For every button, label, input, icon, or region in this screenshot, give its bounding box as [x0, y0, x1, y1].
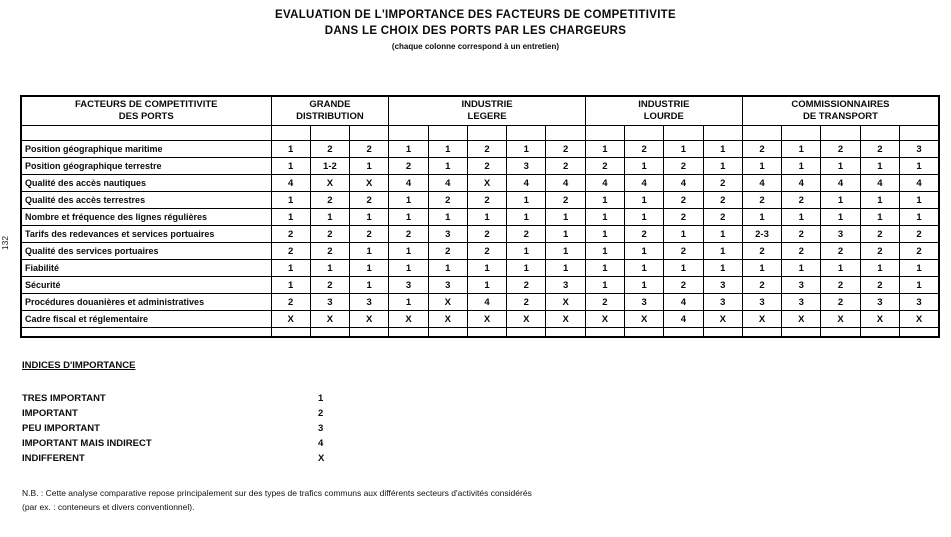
rating-cell: 2	[467, 192, 506, 209]
rating-cell: 1	[703, 260, 742, 277]
factor-label: Qualité des accès terrestres	[21, 192, 271, 209]
rating-cell: 3	[860, 294, 899, 311]
rating-cell: 1	[664, 141, 703, 158]
factor-row	[21, 226, 939, 243]
rating-cell: 2	[350, 141, 389, 158]
rating-cell: X	[585, 311, 624, 328]
rating-cell: 2	[585, 294, 624, 311]
rating-cell: 1	[546, 243, 585, 260]
subheader-cell	[821, 126, 860, 141]
group-header	[271, 96, 389, 126]
rating-cell: 1	[389, 260, 428, 277]
rating-cell: 2	[467, 243, 506, 260]
rating-cell: 3	[703, 294, 742, 311]
rating-cell: 2	[585, 158, 624, 175]
rating-cell: 1	[860, 158, 899, 175]
rating-cell: 1	[350, 158, 389, 175]
rating-cell: X	[350, 311, 389, 328]
legend-title: INDICES D'IMPORTANCE	[22, 360, 136, 371]
rating-cell: 1	[546, 226, 585, 243]
factor-row	[21, 209, 939, 226]
rating-cell: 3	[625, 294, 664, 311]
blank-cell	[742, 328, 781, 338]
rating-cell: 1	[467, 260, 506, 277]
bottom-blank-row	[21, 328, 939, 338]
rating-cell: 1	[546, 209, 585, 226]
rating-cell: 3	[350, 294, 389, 311]
rating-cell: 1	[900, 192, 940, 209]
rating-cell: X	[467, 175, 506, 192]
blank-cell	[821, 328, 860, 338]
legend-item-code: 2	[318, 408, 324, 419]
rating-cell: 2	[350, 192, 389, 209]
rating-cell: 2	[782, 192, 821, 209]
group-header	[389, 96, 585, 126]
rating-cell: 2	[742, 192, 781, 209]
rating-cell: 3	[428, 277, 467, 294]
rating-cell: 1	[310, 209, 349, 226]
rating-cell: X	[428, 294, 467, 311]
legend-items	[22, 391, 342, 466]
rating-cell: 1	[389, 192, 428, 209]
document-title-line1: EVALUATION DE L'IMPORTANCE DES FACTEURS DE COMPETITIVITE	[275, 9, 676, 21]
rating-cell: 2	[860, 243, 899, 260]
rating-cell: 4	[625, 175, 664, 192]
rating-cell: 2	[664, 192, 703, 209]
rating-cell: 4	[428, 175, 467, 192]
rating-cell: 4	[507, 175, 546, 192]
factor-label: Qualité des accès nautiques	[21, 175, 271, 192]
title-block	[0, 8, 951, 51]
rating-cell: 1	[585, 260, 624, 277]
rating-cell: 2	[664, 243, 703, 260]
rating-cell: 1	[625, 277, 664, 294]
rating-cell: 1	[900, 260, 940, 277]
rating-cell: 3	[821, 226, 860, 243]
rating-cell: 4	[467, 294, 506, 311]
rating-cell: 3	[507, 158, 546, 175]
rating-cell: 4	[271, 175, 310, 192]
legend-item-code: 4	[318, 438, 324, 449]
rating-cell: 1	[821, 192, 860, 209]
rating-cell: 1	[585, 141, 624, 158]
rating-cell: 2	[507, 226, 546, 243]
rating-cell: 3	[782, 277, 821, 294]
rating-cell: X	[310, 175, 349, 192]
rating-cell: 1	[625, 260, 664, 277]
rating-cell: 2	[389, 226, 428, 243]
rating-cell: 2	[310, 226, 349, 243]
rating-cell: 1	[350, 243, 389, 260]
rating-cell: 1	[585, 277, 624, 294]
rating-cell: 1	[625, 158, 664, 175]
subheader-cell	[625, 126, 664, 141]
rating-cell: 3	[900, 141, 940, 158]
group-header-line1: INDUSTRIE	[461, 99, 513, 111]
rating-cell: 1	[467, 277, 506, 294]
rating-cell: 3	[546, 277, 585, 294]
rating-cell: 1	[742, 260, 781, 277]
rating-cell: X	[821, 311, 860, 328]
footnote-line2: (par ex. : conteneurs et divers conventionnel).	[22, 501, 195, 512]
rating-cell: X	[467, 311, 506, 328]
rating-cell: 1	[585, 243, 624, 260]
group-header-line2: LEGERE	[467, 111, 507, 122]
rating-cell: X	[782, 311, 821, 328]
rating-cell: 4	[546, 175, 585, 192]
rating-cell: X	[546, 311, 585, 328]
rating-cell: 1	[625, 192, 664, 209]
rating-cell: 2	[467, 158, 506, 175]
rating-cell: X	[350, 175, 389, 192]
subheader-cell	[428, 126, 467, 141]
rating-cell: 1	[703, 141, 742, 158]
factor-row	[21, 294, 939, 311]
group-header-line2: DE TRANSPORT	[802, 111, 878, 122]
group-header	[742, 96, 939, 126]
rating-cell: 2	[664, 209, 703, 226]
legend-item-code: 1	[318, 393, 324, 404]
rating-cell: 2	[703, 209, 742, 226]
rating-cell: 1	[507, 209, 546, 226]
rating-cell: 1	[585, 192, 624, 209]
subheader-cell	[585, 126, 624, 141]
rating-cell: 3	[389, 277, 428, 294]
rating-cell: 4	[389, 175, 428, 192]
rating-cell: 2	[821, 141, 860, 158]
rating-cell: 2	[860, 226, 899, 243]
subheader-cell	[782, 126, 821, 141]
factor-row	[21, 277, 939, 294]
blank-cell	[310, 328, 349, 338]
rating-cell: 1-2	[310, 158, 349, 175]
rating-cell: 1	[625, 209, 664, 226]
rating-cell: 1	[703, 226, 742, 243]
legend-item-label: PEU IMPORTANT	[22, 423, 100, 434]
subheader-cell	[350, 126, 389, 141]
blank-cell	[21, 328, 271, 338]
margin-page-number: 132	[0, 235, 11, 251]
factor-row	[21, 192, 939, 209]
blank-cell	[350, 328, 389, 338]
rating-cell: 1	[350, 277, 389, 294]
rating-cell: 1	[703, 158, 742, 175]
rating-cell: 2	[742, 141, 781, 158]
factor-label: Cadre fiscal et réglementaire	[21, 311, 271, 328]
rating-cell: 1	[585, 209, 624, 226]
evaluation-table	[20, 95, 940, 338]
rating-cell: 1	[507, 243, 546, 260]
rating-cell: 1	[271, 277, 310, 294]
factor-label: Fiabilité	[21, 260, 271, 277]
rating-cell: 1	[350, 260, 389, 277]
rating-cell: 2	[900, 243, 940, 260]
rating-cell: 2	[310, 192, 349, 209]
blank-cell	[782, 328, 821, 338]
rating-cell: 2	[271, 243, 310, 260]
legend-item	[22, 421, 342, 436]
legend-item-label: INDIFFERENT	[22, 453, 85, 464]
subheader-cell	[664, 126, 703, 141]
factors-column-header	[21, 96, 271, 126]
rating-cell: 1	[821, 209, 860, 226]
rating-cell: 2	[389, 158, 428, 175]
factor-row	[21, 311, 939, 328]
rating-cell: 1	[271, 158, 310, 175]
subheader-cell	[546, 126, 585, 141]
rating-cell: 1	[428, 158, 467, 175]
legend-item-code: X	[318, 453, 325, 464]
importance-legend	[22, 360, 342, 466]
blank-cell	[428, 328, 467, 338]
rating-cell: 2	[625, 141, 664, 158]
rating-cell: 1	[310, 260, 349, 277]
rating-cell: 4	[585, 175, 624, 192]
rating-cell: 1	[467, 209, 506, 226]
rating-cell: 1	[742, 209, 781, 226]
blank-cell	[585, 328, 624, 338]
legend-item-code: 3	[318, 423, 324, 434]
rating-cell: 4	[821, 175, 860, 192]
rating-cell: 4	[664, 311, 703, 328]
rating-cell: 1	[900, 277, 940, 294]
legend-item-label: IMPORTANT MAIS INDIRECT	[22, 438, 152, 449]
rating-cell: 2	[860, 277, 899, 294]
rating-cell: 1	[664, 260, 703, 277]
rating-cell: 2	[310, 243, 349, 260]
rating-cell: 1	[821, 260, 860, 277]
rating-cell: 1	[900, 158, 940, 175]
rating-cell: X	[900, 311, 940, 328]
group-header-line1: COMMISSIONNAIRES	[791, 99, 890, 111]
rating-cell: 2	[782, 243, 821, 260]
subheader-blank-row	[21, 126, 939, 141]
rating-cell: 2	[782, 226, 821, 243]
rating-cell: 2	[625, 226, 664, 243]
blank-cell	[546, 328, 585, 338]
rating-cell: 1	[428, 141, 467, 158]
legend-item	[22, 406, 342, 421]
blank-cell	[507, 328, 546, 338]
rating-cell: X	[428, 311, 467, 328]
rating-cell: 1	[389, 141, 428, 158]
rating-cell: 4	[900, 175, 940, 192]
factors-header-line1: FACTEURS DE COMPETITIVITE	[74, 99, 218, 111]
rating-cell: 1	[389, 294, 428, 311]
rating-cell: 3	[310, 294, 349, 311]
legend-item	[22, 436, 342, 451]
factor-label: Position géographique maritime	[21, 141, 271, 158]
group-header-line1: INDUSTRIE	[638, 99, 690, 111]
factors-header-line2: DES PORTS	[118, 111, 174, 122]
document-subtitle: (chaque colonne correspond à un entretien)	[391, 42, 560, 52]
rating-cell: 2	[467, 141, 506, 158]
rating-cell: 1	[271, 260, 310, 277]
rating-cell: 3	[782, 294, 821, 311]
rating-cell: 4	[860, 175, 899, 192]
rating-cell: X	[389, 311, 428, 328]
rating-cell: 2	[900, 226, 940, 243]
rating-cell: 2	[310, 277, 349, 294]
blank-cell	[860, 328, 899, 338]
rating-cell: 1	[782, 141, 821, 158]
subheader-cell	[389, 126, 428, 141]
rating-cell: 2	[742, 243, 781, 260]
rating-cell: 2	[821, 277, 860, 294]
subheader-cell	[507, 126, 546, 141]
factor-label: Qualité des services portuaires	[21, 243, 271, 260]
group-header-line1: GRANDE	[309, 99, 351, 111]
subheader-cell	[271, 126, 310, 141]
legend-item	[22, 391, 342, 406]
rating-cell: 1	[428, 209, 467, 226]
legend-item-label: IMPORTANT	[22, 408, 78, 419]
rating-cell: 1	[821, 158, 860, 175]
blank-cell	[900, 328, 940, 338]
rating-cell: X	[271, 311, 310, 328]
factor-label: Sécurité	[21, 277, 271, 294]
rating-cell: 2	[507, 294, 546, 311]
rating-cell: 3	[900, 294, 940, 311]
blank-cell	[467, 328, 506, 338]
factor-label: Tarifs des redevances et services portuaires	[21, 226, 271, 243]
footnote-line1: N.B. : Cette analyse comparative repose principalement sur des types de trafics communs aux différents secteurs d'activités considérés	[22, 488, 532, 498]
rating-cell: 1	[625, 243, 664, 260]
document-title-line2: DANS LE CHOIX DES PORTS PAR LES CHARGEURS	[324, 24, 627, 37]
rating-cell: 2	[821, 294, 860, 311]
rating-cell: 2	[546, 158, 585, 175]
rating-cell: 1	[507, 192, 546, 209]
rating-cell: 1	[350, 209, 389, 226]
rating-cell: 1	[585, 226, 624, 243]
rating-cell: 4	[664, 294, 703, 311]
rating-cell: 1	[507, 141, 546, 158]
rating-cell: 1	[782, 260, 821, 277]
factor-row	[21, 243, 939, 260]
group-header-line2: LOURDE	[643, 111, 684, 122]
rating-cell: 1	[428, 260, 467, 277]
rating-cell: 1	[742, 158, 781, 175]
rating-cell: X	[310, 311, 349, 328]
rating-cell: 2-3	[742, 226, 781, 243]
rating-cell: 1	[546, 260, 585, 277]
subheader-cell	[467, 126, 506, 141]
legend-item-label: TRES IMPORTANT	[22, 393, 106, 404]
group-header-line2: DISTRIBUTION	[296, 111, 364, 122]
rating-cell: 2	[546, 192, 585, 209]
blank-cell	[703, 328, 742, 338]
rating-cell: 1	[782, 209, 821, 226]
factor-row	[21, 175, 939, 192]
rating-cell: 2	[664, 158, 703, 175]
blank-cell	[389, 328, 428, 338]
rating-cell: 4	[742, 175, 781, 192]
factor-label: Nombre et fréquence des lignes régulières	[21, 209, 271, 226]
legend-item	[22, 451, 342, 466]
rating-cell: 2	[428, 192, 467, 209]
rating-cell: 4	[664, 175, 703, 192]
subheader-cell	[860, 126, 899, 141]
rating-cell: 1	[271, 192, 310, 209]
rating-cell: 1	[271, 209, 310, 226]
factor-row	[21, 158, 939, 175]
rating-cell: 1	[664, 226, 703, 243]
rating-cell: 2	[467, 226, 506, 243]
rating-cell: X	[742, 311, 781, 328]
rating-cell: X	[703, 311, 742, 328]
rating-cell: 3	[428, 226, 467, 243]
subheader-cell	[742, 126, 781, 141]
rating-cell: 2	[860, 141, 899, 158]
rating-cell: 4	[782, 175, 821, 192]
factor-label: Position géographique terrestre	[21, 158, 271, 175]
subheader-cell	[21, 126, 271, 141]
group-header	[585, 96, 742, 126]
rating-cell: 3	[742, 294, 781, 311]
rating-cell: 1	[900, 209, 940, 226]
rating-cell: 2	[310, 141, 349, 158]
table-header-row	[21, 96, 939, 126]
rating-cell: 1	[782, 158, 821, 175]
rating-cell: 2	[742, 277, 781, 294]
rating-cell: 1	[389, 243, 428, 260]
rating-cell: 2	[664, 277, 703, 294]
blank-cell	[271, 328, 310, 338]
rating-cell: 2	[507, 277, 546, 294]
rating-cell: 1	[389, 209, 428, 226]
rating-cell: 2	[703, 192, 742, 209]
rating-cell: 1	[271, 141, 310, 158]
rating-cell: 2	[271, 226, 310, 243]
rating-cell: 1	[860, 192, 899, 209]
rating-cell: 2	[821, 243, 860, 260]
rating-cell: X	[507, 311, 546, 328]
factor-label: Procédures douanières et administratives	[21, 294, 271, 311]
rating-cell: 1	[703, 243, 742, 260]
rating-cell: 1	[860, 260, 899, 277]
rating-cell: 2	[428, 243, 467, 260]
footnote	[22, 487, 532, 514]
blank-cell	[664, 328, 703, 338]
rating-cell: 2	[703, 175, 742, 192]
subheader-cell	[310, 126, 349, 141]
rating-cell: 3	[703, 277, 742, 294]
rating-cell: 1	[860, 209, 899, 226]
factor-row	[21, 260, 939, 277]
subheader-cell	[900, 126, 940, 141]
rating-cell: 2	[350, 226, 389, 243]
factor-row	[21, 141, 939, 158]
rating-cell: X	[860, 311, 899, 328]
rating-cell: 2	[546, 141, 585, 158]
rating-cell: X	[546, 294, 585, 311]
blank-cell	[625, 328, 664, 338]
subheader-cell	[703, 126, 742, 141]
rating-cell: 1	[507, 260, 546, 277]
rating-cell: 2	[271, 294, 310, 311]
rating-cell: X	[625, 311, 664, 328]
